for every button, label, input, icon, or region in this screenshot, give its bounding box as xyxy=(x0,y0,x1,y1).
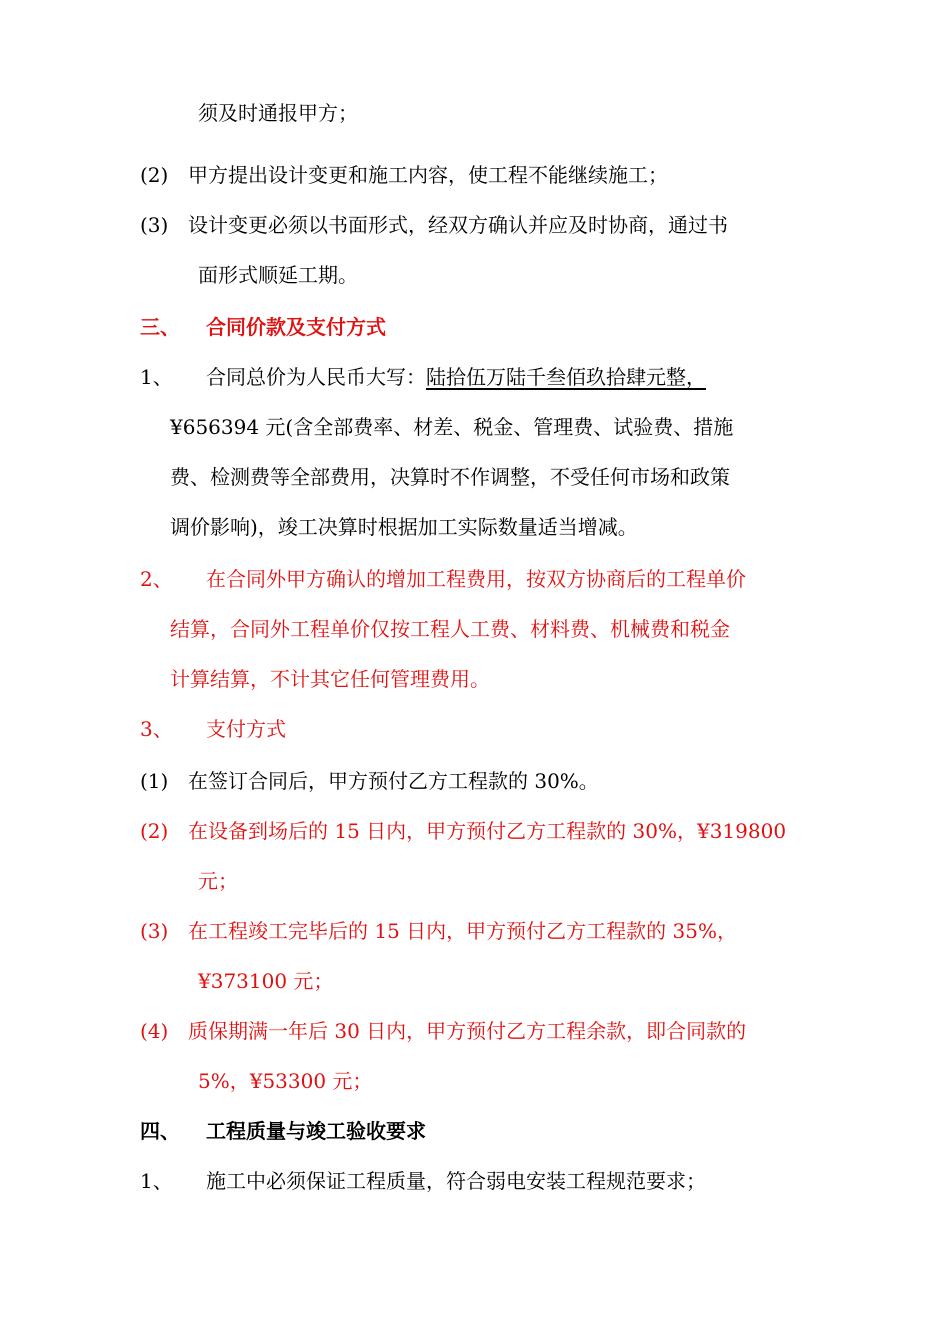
item-number: (3) xyxy=(140,919,169,943)
payment-step-warranty: 质保期满一年后 30 日内，甲方预付乙方工程余款，即合同款的 xyxy=(188,1019,747,1043)
section-heading-price-payment: 合同价款及支付方式 xyxy=(206,315,386,339)
section-number: 三、 xyxy=(140,315,180,339)
line-design-change: 甲方提出设计变更和施工内容，使工程不能继续施工； xyxy=(188,163,668,187)
section-number: 四、 xyxy=(140,1119,180,1143)
line-price-inclusions: ¥656394 元(含全部费率、材差、税金、管理费、试验费、措施 xyxy=(170,415,734,439)
clause-number: 2、 xyxy=(140,567,173,591)
item-number: (4) xyxy=(140,1019,169,1043)
line-notify-party-a: 须及时通报甲方； xyxy=(198,101,358,125)
line-price-inclusions: 费、检测费等全部费用，决算时不作调整，不受任何市场和政策 xyxy=(170,465,730,489)
total-price-amount: 陆拾伍万陆千叁佰玖拾肆元整， xyxy=(426,365,706,389)
section-heading-quality: 工程质量与竣工验收要求 xyxy=(206,1119,426,1143)
item-number: (3) xyxy=(140,213,169,237)
clause-total-price xyxy=(206,364,706,390)
line-written-form: 设计变更必须以书面形式，经双方确认并应及时协商，通过书 xyxy=(188,213,728,237)
clause-extra-work: 在合同外甲方确认的增加工程费用，按双方协商后的工程单价 xyxy=(206,567,746,591)
line-extra-work: 计算结算，不计其它任何管理费用。 xyxy=(170,667,490,691)
line-extra-work: 结算，合同外工程单价仅按工程人工费、材料费、机械费和税金 xyxy=(170,617,730,641)
clause-quality-requirement: 施工中必须保证工程质量，符合弱电安装工程规范要求； xyxy=(206,1169,706,1193)
payment-step-signing: 在签订合同后，甲方预付乙方工程款的 30%。 xyxy=(188,769,599,793)
payment-step-completion-cont: ¥373100 元； xyxy=(198,969,334,993)
payment-step-warranty-cont: 5%，¥53300 元； xyxy=(198,1069,373,1093)
payment-step-equipment: 在设备到场后的 15 日内，甲方预付乙方工程款的 30%，¥319800 xyxy=(188,819,787,843)
payment-step-equipment-cont: 元； xyxy=(198,869,238,893)
item-number: (1) xyxy=(140,769,169,793)
clause-payment-method: 支付方式 xyxy=(206,717,286,741)
clause-number: 1、 xyxy=(140,365,173,389)
item-number: (2) xyxy=(140,163,169,187)
item-number: (2) xyxy=(140,819,169,843)
total-price-label: 合同总价为人民币大写： xyxy=(206,365,426,389)
line-extend-schedule: 面形式顺延工期。 xyxy=(198,263,358,287)
clause-number: 1、 xyxy=(140,1169,173,1193)
clause-number: 3、 xyxy=(140,717,173,741)
payment-step-completion: 在工程竣工完毕后的 15 日内，甲方预付乙方工程款的 35%， xyxy=(188,919,737,943)
line-price-inclusions: 调价影响)，竣工决算时根据加工实际数量适当增减。 xyxy=(170,515,638,539)
